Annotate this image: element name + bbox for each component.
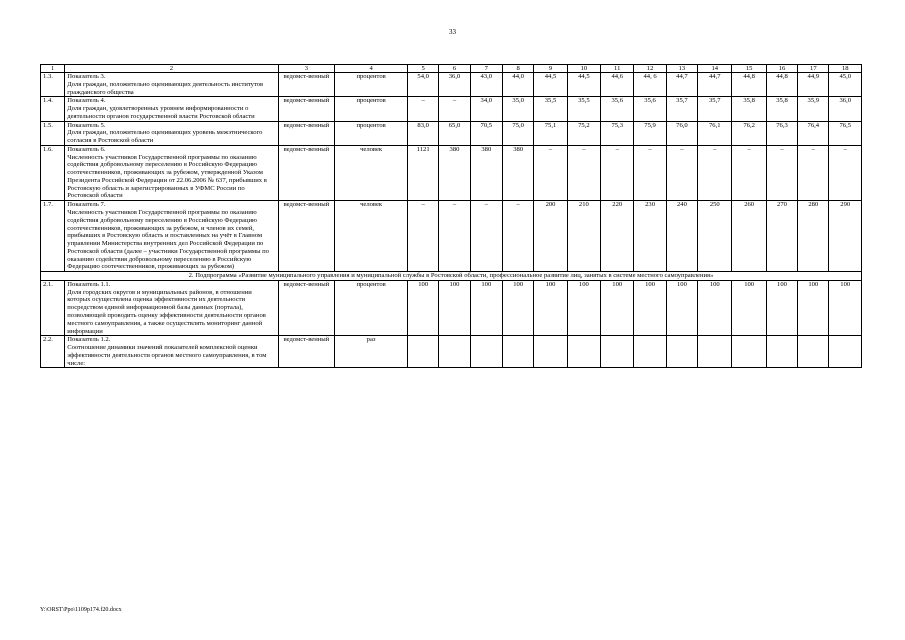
indicator-value: – bbox=[439, 97, 470, 121]
indicator-value: – bbox=[470, 201, 502, 272]
indicator-cell bbox=[65, 73, 278, 97]
indicator-source: ведомст-венный bbox=[278, 336, 335, 368]
indicator-value: 75,3 bbox=[601, 121, 634, 145]
column-number-7: 7 bbox=[470, 65, 502, 73]
indicator-value: 100 bbox=[408, 280, 439, 335]
indicator-number: 1.6. bbox=[41, 145, 65, 200]
indicator-value bbox=[732, 336, 766, 368]
indicator-value: 70,5 bbox=[470, 121, 502, 145]
indicator-cell bbox=[65, 97, 278, 121]
indicator-description: Численность участников Государственной программы по оказанию содействия добровольному переселению в Российскую Федерацию соотечественников, проживающих за рубежом, и членов их семей, прибывших в Ростовскую область и поставленных на учёт в Главном управлении Министерства внутренних дел Российской Федерации по Ростовской области (далее – участники Государственной программы по оказанию содействия добровольному переселению в Российскую Федерацию соотечественников, проживающих за рубежом) bbox=[67, 209, 269, 271]
indicator-title: Показатель 4. bbox=[67, 97, 106, 105]
indicator-value: 380 bbox=[470, 145, 502, 200]
indicator-value: 44,5 bbox=[534, 73, 567, 97]
indicator-value: 35,7 bbox=[698, 97, 732, 121]
indicator-title: Показатель 7. bbox=[67, 201, 106, 209]
column-number-6: 6 bbox=[439, 65, 470, 73]
indicator-value: 35,8 bbox=[732, 97, 766, 121]
indicator-cell bbox=[65, 201, 278, 272]
column-number-5: 5 bbox=[408, 65, 439, 73]
indicator-number: 1.3. bbox=[41, 73, 65, 97]
indicator-number: 2.2. bbox=[41, 336, 65, 368]
indicator-source: ведомст-венный bbox=[278, 97, 335, 121]
indicator-value: 43,0 bbox=[470, 73, 502, 97]
indicator-value: 44,5 bbox=[567, 73, 600, 97]
indicator-number: 2.1. bbox=[41, 280, 65, 335]
indicator-value: 45,0 bbox=[829, 73, 862, 97]
indicator-unit: процентов bbox=[335, 97, 408, 121]
section-row bbox=[41, 272, 862, 281]
indicator-cell bbox=[65, 280, 278, 335]
indicator-row bbox=[41, 97, 862, 121]
indicator-value: 35,6 bbox=[601, 97, 634, 121]
indicator-value: 44, 6 bbox=[634, 73, 666, 97]
indicator-title: Показатель 3. bbox=[67, 73, 106, 80]
column-number-9: 9 bbox=[534, 65, 567, 73]
column-number-15: 15 bbox=[732, 65, 766, 73]
indicator-unit: процентов bbox=[335, 121, 408, 145]
indicator-value: 380 bbox=[439, 145, 470, 200]
indicator-value: 100 bbox=[634, 280, 666, 335]
column-number-3: 3 bbox=[278, 65, 335, 73]
indicator-row bbox=[41, 73, 862, 97]
indicator-source: ведомст-венный bbox=[278, 280, 335, 335]
indicator-source: ведомст-венный bbox=[278, 73, 335, 97]
indicator-value: 250 bbox=[698, 201, 732, 272]
column-number-2: 2 bbox=[65, 65, 278, 73]
indicator-description: Доля граждан, положительно оценивающих деятельность институтов гражданского общества bbox=[67, 80, 264, 96]
indicator-value: – bbox=[698, 145, 732, 200]
indicator-value: 100 bbox=[666, 280, 697, 335]
page-number: 33 bbox=[449, 28, 456, 36]
column-number-14: 14 bbox=[698, 65, 732, 73]
indicator-value: 65,0 bbox=[439, 121, 470, 145]
indicator-value: – bbox=[732, 145, 766, 200]
indicator-value: 75,0 bbox=[503, 121, 534, 145]
indicator-value bbox=[408, 336, 439, 368]
indicator-value: 100 bbox=[698, 280, 732, 335]
indicator-value: 44,8 bbox=[766, 73, 797, 97]
indicator-value: 34,0 bbox=[470, 97, 502, 121]
indicator-value: 100 bbox=[567, 280, 600, 335]
indicator-value: 220 bbox=[601, 201, 634, 272]
indicator-value: 44,0 bbox=[503, 73, 534, 97]
indicator-value: 44,6 bbox=[601, 73, 634, 97]
indicator-value: 76,0 bbox=[666, 121, 697, 145]
indicator-value: 1121 bbox=[408, 145, 439, 200]
indicator-value: 260 bbox=[732, 201, 766, 272]
indicator-value: 44,8 bbox=[732, 73, 766, 97]
indicator-value: – bbox=[408, 201, 439, 272]
indicator-number: 1.4. bbox=[41, 97, 65, 121]
indicator-value: 44,9 bbox=[798, 73, 829, 97]
indicator-row bbox=[41, 280, 862, 335]
indicator-value: 44,7 bbox=[666, 73, 697, 97]
indicator-source: ведомст-венный bbox=[278, 145, 335, 200]
column-number-4: 4 bbox=[335, 65, 408, 73]
column-number-10: 10 bbox=[567, 65, 600, 73]
indicator-row bbox=[41, 201, 862, 272]
indicator-value: 100 bbox=[798, 280, 829, 335]
indicator-value: 36,0 bbox=[439, 73, 470, 97]
indicator-title: Показатель 6. bbox=[67, 145, 106, 153]
indicator-value: 35,8 bbox=[766, 97, 797, 121]
indicator-title: Показатель 1.2. bbox=[67, 336, 111, 344]
indicator-description: Доля граждан, положительно оценивающих уровень межэтнического согласия в Ростовской области bbox=[67, 129, 263, 145]
indicator-description: Доля городских округов и муниципальных районов, в отношении которых осуществлена оценка эффективности их деятельности посредством единой информационной базы данных (портала), позволяющей проводить оценку эффективности деятельности органов местного самоуправления, а также осуществлять мониторинг данной информации bbox=[67, 288, 266, 335]
indicator-cell bbox=[65, 336, 278, 368]
indicator-value: – bbox=[798, 145, 829, 200]
indicator-row bbox=[41, 336, 862, 368]
indicator-value: 100 bbox=[470, 280, 502, 335]
indicator-value bbox=[534, 336, 567, 368]
indicator-cell bbox=[65, 145, 278, 200]
indicator-value: 35,5 bbox=[534, 97, 567, 121]
indicator-value: 100 bbox=[503, 280, 534, 335]
indicator-value: 76,3 bbox=[766, 121, 797, 145]
indicator-value: 35,9 bbox=[798, 97, 829, 121]
indicator-value: 100 bbox=[732, 280, 766, 335]
indicator-value: – bbox=[601, 145, 634, 200]
column-number-12: 12 bbox=[634, 65, 666, 73]
indicator-value bbox=[601, 336, 634, 368]
indicator-value: 76,4 bbox=[798, 121, 829, 145]
indicator-value: 200 bbox=[534, 201, 567, 272]
indicators-table bbox=[40, 64, 862, 368]
indicator-value bbox=[634, 336, 666, 368]
indicator-description: Доля граждан, удовлетворенных уровнем информированности о деятельности органов государственной власти Ростовской области bbox=[67, 105, 255, 120]
table-body bbox=[41, 65, 862, 368]
indicator-unit: раз bbox=[335, 336, 408, 368]
indicator-value: 280 bbox=[798, 201, 829, 272]
indicator-value: 44,7 bbox=[698, 73, 732, 97]
indicator-source: ведомст-венный bbox=[278, 121, 335, 145]
column-number-1: 1 bbox=[41, 65, 65, 73]
indicator-unit: процентов bbox=[335, 73, 408, 97]
indicator-value: 100 bbox=[601, 280, 634, 335]
indicator-value: 380 bbox=[503, 145, 534, 200]
indicator-value: 75,2 bbox=[567, 121, 600, 145]
indicator-value: – bbox=[439, 201, 470, 272]
indicator-value: 240 bbox=[666, 201, 697, 272]
column-number-11: 11 bbox=[601, 65, 634, 73]
indicator-value: – bbox=[666, 145, 697, 200]
indicator-value: – bbox=[534, 145, 567, 200]
indicator-value bbox=[798, 336, 829, 368]
footer-file-path: Y:\ORST\Ppo\1109p174.f20.docx bbox=[40, 607, 122, 613]
indicator-value: 35,6 bbox=[634, 97, 666, 121]
indicator-value bbox=[567, 336, 600, 368]
indicator-title: Показатель 5. bbox=[67, 121, 106, 129]
indicator-value bbox=[439, 336, 470, 368]
section-title: 2. Подпрограмма «Развитие муниципального управления и муниципальной службы в Ростовской области, профессиональное развитие лиц, занятых в системе местного самоуправления» bbox=[41, 272, 862, 281]
indicator-value: 100 bbox=[439, 280, 470, 335]
column-number-8: 8 bbox=[503, 65, 534, 73]
indicator-value: 36,0 bbox=[829, 97, 862, 121]
indicator-value: 100 bbox=[766, 280, 797, 335]
indicator-value: 35,5 bbox=[567, 97, 600, 121]
indicator-value: 100 bbox=[829, 280, 862, 335]
indicator-value: 100 bbox=[534, 280, 567, 335]
indicator-unit: человек bbox=[335, 145, 408, 200]
indicator-value bbox=[766, 336, 797, 368]
indicator-value: – bbox=[408, 97, 439, 121]
indicator-value: 35,7 bbox=[666, 97, 697, 121]
indicator-value: – bbox=[503, 201, 534, 272]
indicator-value bbox=[470, 336, 502, 368]
indicator-value: – bbox=[829, 145, 862, 200]
indicator-value: 35,0 bbox=[503, 97, 534, 121]
indicator-value: 76,5 bbox=[829, 121, 862, 145]
indicator-value bbox=[698, 336, 732, 368]
indicator-unit: процентов bbox=[335, 280, 408, 335]
indicator-row bbox=[41, 145, 862, 200]
column-number-17: 17 bbox=[798, 65, 829, 73]
column-number-13: 13 bbox=[666, 65, 697, 73]
column-number-16: 16 bbox=[766, 65, 797, 73]
indicator-value: 230 bbox=[634, 201, 666, 272]
indicator-value: 210 bbox=[567, 201, 600, 272]
indicator-title: Показатель 1.1. bbox=[67, 280, 111, 288]
indicator-value: 83,0 bbox=[408, 121, 439, 145]
indicator-value: 290 bbox=[829, 201, 862, 272]
indicator-cell bbox=[65, 121, 278, 145]
indicator-value: – bbox=[567, 145, 600, 200]
header-row bbox=[41, 65, 862, 73]
indicator-value: 54,0 bbox=[408, 73, 439, 97]
indicator-value: – bbox=[634, 145, 666, 200]
indicator-value bbox=[829, 336, 862, 368]
indicator-value: 75,1 bbox=[534, 121, 567, 145]
indicator-value: – bbox=[766, 145, 797, 200]
indicator-value: 75,9 bbox=[634, 121, 666, 145]
indicator-value: 76,1 bbox=[698, 121, 732, 145]
indicator-value bbox=[666, 336, 697, 368]
indicator-unit: человек bbox=[335, 201, 408, 272]
indicator-value bbox=[503, 336, 534, 368]
indicator-source: ведомст-венный bbox=[278, 201, 335, 272]
indicator-number: 1.7. bbox=[41, 201, 65, 272]
column-number-18: 18 bbox=[829, 65, 862, 73]
indicator-number: 1.5. bbox=[41, 121, 65, 145]
indicator-description: Соотношение динамики значений показателей комплексной оценки эффективности деятельности органов местного самоуправления, в том числе: bbox=[67, 344, 267, 367]
indicator-value: 270 bbox=[766, 201, 797, 272]
indicator-description: Численность участников Государственной программы по оказанию содействия добровольному переселению в Российскую Федерацию соотечественников, проживающих за рубежом, утвержденной Указом Президента Российской Федерации от 22.06.2006 № 637, прибывших в Ростовскую область и зарегистрированных в УФМС России по Ростовской области bbox=[67, 153, 267, 200]
indicator-row bbox=[41, 121, 862, 145]
indicator-value: 76,2 bbox=[732, 121, 766, 145]
